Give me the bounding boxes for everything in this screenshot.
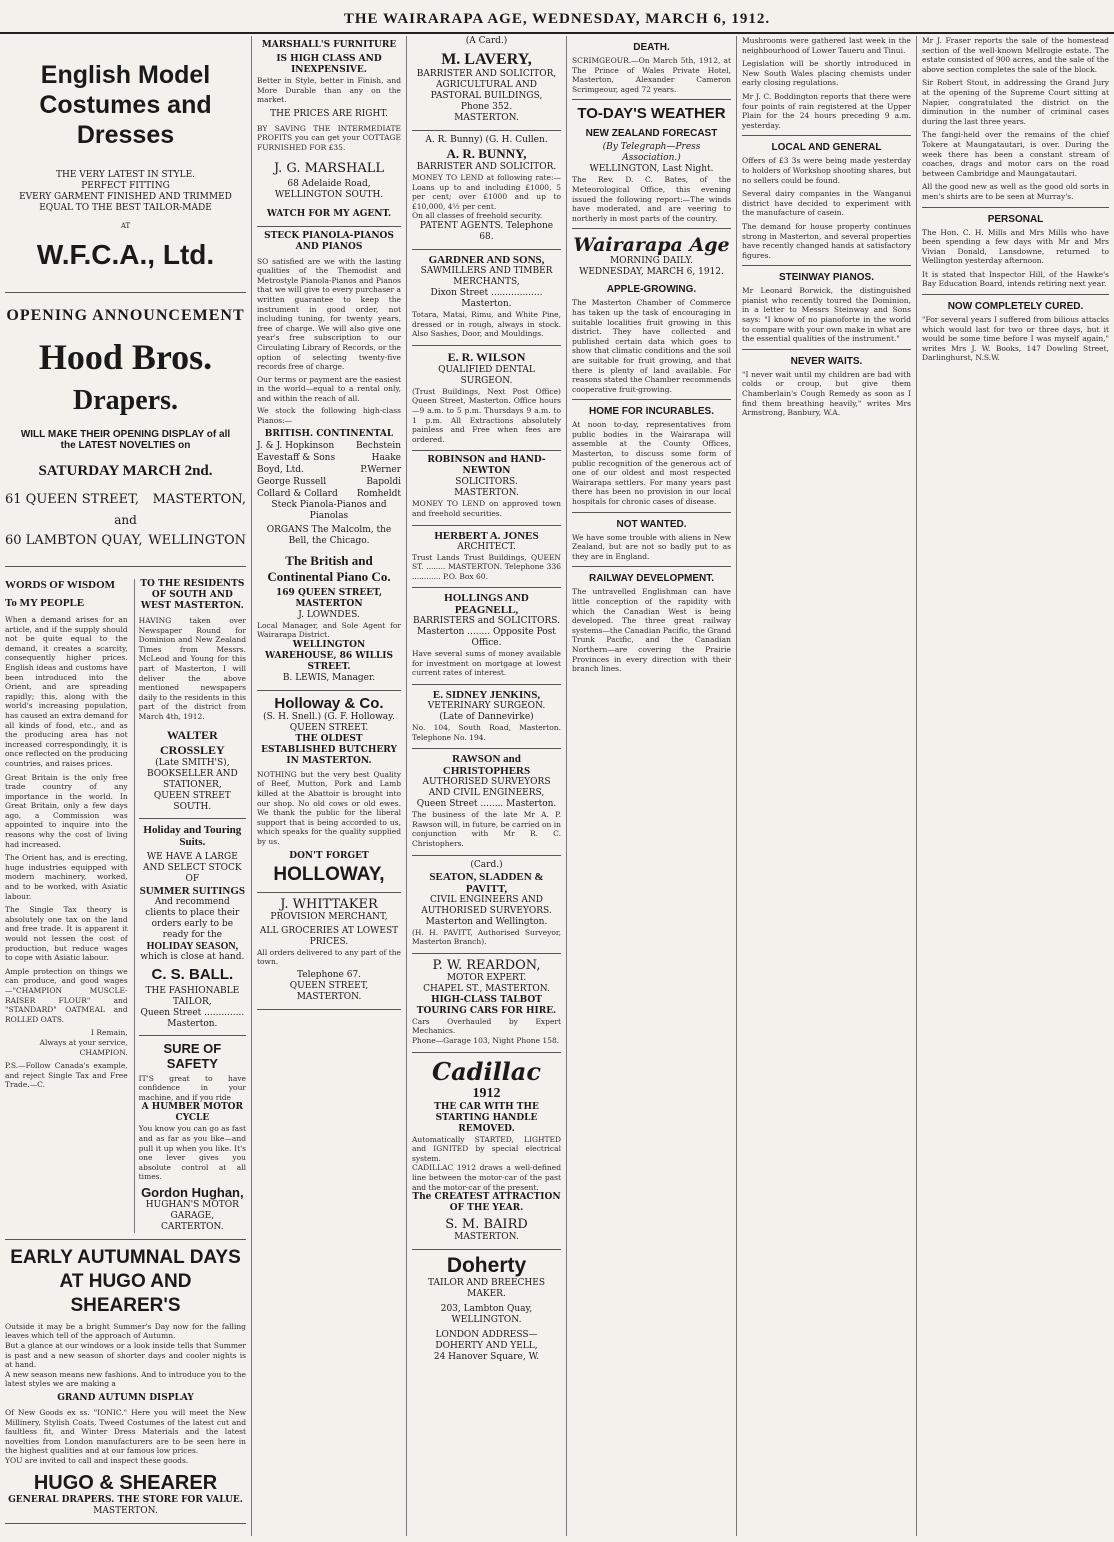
holloway-name: Holloway & Co. bbox=[274, 694, 384, 712]
steck-advert bbox=[257, 227, 401, 691]
jones-name: HERBERT A. JONES bbox=[434, 529, 539, 542]
wfca-line-4: EQUAL TO THE BEST TAILOR-MADE bbox=[39, 203, 212, 213]
news-c6-p3: The fangi-held over the remains of the chief Tokere at Maungatautari, is over. During the week there has been a constant stream of coaches, drags and motor cars on the road between Cambridge and Maungatautari. bbox=[922, 130, 1109, 178]
marshall-line-1: IS HIGH CLASS AND INEXPENSIVE. bbox=[276, 54, 382, 75]
cadillac-line-2: Automatically STARTED, LIGHTED and IGNITED by special electrical system. bbox=[412, 1134, 561, 1163]
personal-heading: PERSONAL bbox=[987, 213, 1044, 225]
cadillac-year-2: The CREATEST ATTRACTION OF THE YEAR. bbox=[412, 1192, 561, 1214]
wisdom-advert bbox=[5, 567, 246, 1240]
wanted-body: We have some trouble with aliens in New Zealand, but are not so badly put to as they are in England. bbox=[572, 532, 731, 561]
reardon-body: Cars Overhauled by Expert Mechanics. bbox=[412, 1016, 561, 1036]
robinson-money: MONEY TO LEND on approved town and freehold securities. bbox=[412, 499, 561, 518]
wisdom-p4: The Single Tax theory is absolutely one tax on the land and free trade. It is apparent it would not lessen the cost of production, but reduce wages to cope with Asiatic labour. bbox=[5, 905, 128, 963]
local-body-2: Several dairy companies in the Wanganui district have decided to experiment with the manufacture of casein. bbox=[742, 189, 911, 218]
steck-stock: We stock the following high-class Pianos:— bbox=[257, 406, 401, 426]
cured-body: "For several years I suffered from bilious attacks which would last for two or three days, but it would be some time before I was myself again," writes Mrs J. W. Books, 147 Dowling Street, Darlinghurst, N.S.W. bbox=[922, 315, 1109, 363]
wilson-line: QUALIFIED DENTAL SURGEON. bbox=[438, 364, 535, 386]
holloway-street: QUEEN STREET. bbox=[289, 722, 369, 733]
reardon-advert bbox=[412, 954, 561, 1053]
whittaker-body: ALL GROCERIES AT LOWEST PRICES. bbox=[259, 925, 399, 947]
wisdom-p3: The Orient has, and is erecting, huge industries equipped with modern machinery, worked, and to be worked, with Asiatic labour. bbox=[5, 853, 128, 901]
doherty-name: Doherty bbox=[446, 1254, 527, 1278]
safety-title: SURE OF SAFETY bbox=[163, 1040, 222, 1071]
doherty-london: LONDON ADDRESS— bbox=[435, 1330, 538, 1341]
wisdom-p5: Ample protection on things we can produce, and good wages—"CHAMPION MUSCLE-RAISER FLOUR" and "STANDARD" OATMEAL and ROLLED OATS. bbox=[5, 966, 128, 1024]
reardon-line-2: HIGH-CLASS TALBOT TOURING CARS FOR HIRE. bbox=[416, 994, 557, 1016]
cured-heading: NOW COMPLETELY CURED. bbox=[947, 301, 1084, 313]
wisdom-title: WORDS OF WISDOM bbox=[5, 579, 116, 591]
hood-addr1b: MASTERTON, bbox=[152, 492, 246, 507]
never-body: "I never wait until my children are bad with colds or croup, but give them Chamberlain's Cough Remedy as soon as I find them breathing heavily," writes Mrs Armstrong, Banbury, W.A. bbox=[742, 369, 911, 418]
hugo-advert bbox=[5, 1240, 246, 1524]
marshall-name: J. G. MARSHALL bbox=[273, 160, 385, 176]
hugo-p2: But a glance at our windows or a look inside tells that Summer is past and a new season of shorter days and cooler nights is at hand. bbox=[5, 1341, 246, 1370]
steck-address: 169 QUEEN STREET, MASTERTON bbox=[276, 587, 382, 609]
hood-name: Hood Bros. bbox=[38, 337, 213, 377]
wilson-name: E. R. WILSON bbox=[447, 349, 526, 364]
robinson-advert bbox=[412, 451, 561, 525]
reardon-line: MOTOR EXPERT. bbox=[446, 972, 527, 983]
gardner-advert bbox=[412, 250, 561, 346]
wfca-line-1: THE VERY LATEST IN STYLE. bbox=[55, 170, 196, 180]
whittaker-body-2: All orders delivered to any part of the town. bbox=[257, 947, 401, 967]
wfca-advert bbox=[5, 36, 246, 293]
steck-organs: ORGANS The Malcolm, the Bell, the Chicago. bbox=[266, 524, 392, 546]
hood-and: and bbox=[114, 513, 137, 527]
bunny-advert bbox=[412, 131, 561, 250]
jenkins-advert bbox=[412, 685, 561, 749]
wisdom-sign-2: Always at your service, bbox=[39, 1037, 128, 1047]
safety-body-2: You know you can go as fast and as far as you like—and pull it up when you like. It's one lever gives you absolute control at all times. bbox=[138, 1124, 246, 1182]
doherty-london-3: 24 Hanover Square, W. bbox=[433, 1352, 540, 1363]
column-1 bbox=[0, 36, 252, 1536]
wfca-line-3: EVERY GARMENT FINISHED AND TRIMMED bbox=[19, 192, 232, 202]
british-maker: Eavestaff & Sons bbox=[257, 452, 336, 463]
railway-heading: RAILWAY DEVELOPMENT. bbox=[588, 573, 715, 585]
steck-steck: Steck Pianola-Pianos and Pianolas bbox=[271, 499, 387, 521]
weather-heading: TO-DAY'S WEATHER bbox=[577, 105, 726, 123]
apple-body: The Masterton Chamber of Commerce has taken up the task of encouraging in suitable localities fruit growing in this district. They have collected and published certain data which goes to show that climatic conditions and the soil are suitable for fruit growing, and that there is plenty of land available. For reasons stated the Chamber recommends cooperative fruit-growing. bbox=[572, 298, 731, 394]
gardner-body: Totara, Matai, Rimu, and White Pine, dressed or in rough, always in stock. Also Sashes, Door, and Mouldings. bbox=[412, 309, 561, 339]
steck-warehouse: WELLINGTON WAREHOUSE, 86 WILLIS STREET. bbox=[264, 639, 393, 672]
bunny-name: A. R. BUNNY, bbox=[446, 146, 527, 161]
continental-maker: Haake bbox=[371, 452, 401, 463]
piano-makers-list bbox=[257, 440, 401, 500]
wfca-title-3: Dresses bbox=[76, 121, 175, 149]
robinson-town: MASTERTON. bbox=[454, 488, 519, 499]
gardner-addr: Dixon Street .................. Masterton. bbox=[430, 287, 543, 309]
hood-addr1a: 61 QUEEN STREET, bbox=[5, 492, 140, 507]
suits-stock: WE HAVE A LARGE AND SELECT STOCK OF bbox=[143, 851, 242, 884]
weather-dateline: WELLINGTON, Last Night. bbox=[589, 164, 714, 175]
marshall-prices: THE PRICES ARE RIGHT. bbox=[270, 108, 388, 119]
forecast-heading: NEW ZEALAND FORECAST bbox=[585, 128, 718, 140]
crossley-name: WALTER CROSSLEY bbox=[159, 727, 225, 757]
steck-company: The British and Continental Piano Co. bbox=[267, 552, 391, 584]
marshall-addr: 68 Adelaide Road, bbox=[287, 178, 371, 189]
cadillac-year: 1912 bbox=[472, 1085, 501, 1101]
holloway-advert bbox=[257, 691, 401, 893]
column-3 bbox=[407, 36, 567, 1536]
continental-maker: P.Werner bbox=[360, 464, 401, 475]
continental-maker: Bechstein bbox=[355, 440, 401, 451]
wilson-body: (Trust Buildings, Next Post Office) Queen Street, Masterton. Office hours—9 a.m. to 5 p.m. Thursdays 9 a.m. to 1 p.m. All Extractions absolutely painless and Free when fees are ordered. bbox=[412, 386, 561, 444]
incurables-heading: HOME FOR INCURABLES. bbox=[589, 406, 714, 418]
whittaker-advert bbox=[257, 893, 401, 1010]
hood-line-1: WILL MAKE THEIR OPENING DISPLAY of all bbox=[20, 429, 231, 440]
hood-addr2a: 60 LAMBTON QUAY, bbox=[5, 533, 143, 548]
hollings-addr: Masterton ........ Opposite Post Office. bbox=[417, 627, 556, 649]
jenkins-addr: No. 104, South Road, Masterton. Telephone No. 194. bbox=[412, 723, 561, 742]
paper-daily: MORNING DAILY. bbox=[609, 256, 694, 267]
death-heading: DEATH. bbox=[633, 42, 670, 53]
news-p1: Mushrooms were gathered last week in the neighbourhood of Lower Taueru and Tinui. bbox=[742, 36, 911, 55]
wfca-name: W.F.C.A., Ltd. bbox=[36, 239, 215, 270]
bunny-line: BARRISTER AND SOLICITOR. bbox=[416, 162, 557, 172]
column-5 bbox=[737, 36, 917, 1536]
suits-clients: And recommend clients to place their orders early to be ready for the bbox=[145, 896, 240, 940]
personal-body-2: It is stated that Inspector Hill, of the Hawke's Bay Education Board, intends retiring next year. bbox=[922, 269, 1109, 289]
piano-maker-row bbox=[257, 440, 401, 452]
residents-title: TO THE RESIDENTS OF SOUTH AND WEST MASTERTON. bbox=[140, 579, 245, 611]
doherty-line: TAILOR AND BREECHES MAKER. bbox=[427, 1278, 545, 1300]
hollings-name: HOLLINGS AND PEAGNELL, bbox=[444, 592, 529, 617]
reardon-phone: Phone—Garage 103, Night Phone 158. bbox=[412, 1036, 560, 1045]
wfca-line-2: PERFECT FITTING bbox=[81, 181, 170, 191]
hollings-advert bbox=[412, 588, 561, 685]
hollings-line: BARRISTERS and SOLICITORS. bbox=[413, 616, 560, 627]
hugo-p1: Outside it may be a bright Summer's Day now for the falling leaves which tell of the approach of Autumn. bbox=[5, 1321, 246, 1341]
seaton-body: (H. H. PAVITT, Authorised Surveyor, Masterton Branch). bbox=[412, 927, 561, 947]
jones-advert bbox=[412, 526, 561, 589]
hollings-body: Have several sums of money available for investment on mortgage at lowest current rates of interest. bbox=[412, 649, 561, 678]
jenkins-line: VETERINARY SURGEON. bbox=[427, 701, 546, 712]
hood-advert bbox=[5, 293, 246, 567]
rawson-name: RAWSON and CHRISTOPHERS bbox=[442, 753, 531, 778]
suits-hand: which is close at hand. bbox=[140, 951, 245, 962]
hugo-title-2: AT HUGO AND SHEARER'S bbox=[59, 1270, 192, 1316]
seaton-name: SEATON, SLADDEN & PAVITT, bbox=[429, 870, 544, 895]
rawson-addr: Queen Street ........ Masterton. bbox=[416, 799, 557, 810]
hugo-p4: Of New Goods ex ss. "IONIC." Here you will meet the New Millinery, Stylish Coats, Tweed Costumes of the latest cut and faultless fit, and Winter Dress Materials and the latest novelties from London manufacturers are to be seen here in the highest qualities and at our famous low prices. bbox=[5, 1408, 246, 1456]
lavery-line-2: AGRICULTURAL AND PASTORAL BUILDINGS, bbox=[430, 80, 543, 101]
steck-terms: Our terms or payment are the easiest in the world—equal to a rental only, and within the reach of all. bbox=[257, 374, 401, 403]
holloway-big: HOLLOWAY, bbox=[273, 863, 385, 885]
cadillac-brand: Cadillac bbox=[432, 1056, 541, 1086]
column-4 bbox=[567, 36, 737, 1536]
cadillac-line: THE CAR WITH THE STARTING HANDLE REMOVED. bbox=[434, 1101, 539, 1134]
rawson-line: AUTHORISED SURVEYORS AND CIVIL ENGINEERS, bbox=[422, 777, 551, 799]
steinway-body: Mr Leonard Borwick, the distinguished pianist who recently toured the Dominion, in a letter to Messrs Steinway and Sons says: "I know of no pianoforte in the world to compare with your own make in what are the essential qualities of the instrument." bbox=[742, 286, 911, 344]
wisdom-sign-1: I Remain, bbox=[91, 1028, 128, 1038]
continental-maker: Romheldt bbox=[356, 488, 401, 499]
jenkins-late: (Late of Dannevirke) bbox=[439, 712, 534, 723]
wisdom-salutation: To MY PEOPLE bbox=[5, 597, 85, 609]
weather-telegraph: (By Telegraph—Press Association.) bbox=[602, 142, 701, 164]
piano-maker-row bbox=[257, 488, 401, 500]
steinway-heading: STEINWAY PIANOS. bbox=[778, 272, 875, 284]
safety-body: IT'S great to have confidence in your machine, and if you ride bbox=[138, 1073, 246, 1102]
bunny-funds: On all classes of freehold security. bbox=[412, 211, 543, 221]
gardner-name: GARDNER AND SONS, bbox=[428, 253, 545, 266]
piano-maker-row bbox=[257, 476, 401, 488]
local-body-3: The demand for house property continues strong in Masterton, and several properties have recently changed hands at satisfactory figures. bbox=[742, 221, 911, 260]
hugo-tag: GENERAL DRAPERS. THE STORE FOR VALUE. bbox=[8, 1494, 243, 1505]
local-body-1: Offers of £3 3s were being made yesterday to holders of Workshop shooting shares, but no sellers could be found. bbox=[742, 156, 911, 185]
steck-body: SO satisfied are we with the lasting qualities of the Themodist and Metrostyle Pianola-Pianos and Pianos that we will give to every purchaser a written guarantee to keep the instrument in good order, not including tuning, for twenty years, free of charge. We will also give one year's free subscription to our Circulating Library of Records, or the option of selecting twenty-five records free of charge. bbox=[257, 256, 401, 372]
column-6 bbox=[917, 36, 1114, 1536]
british-maker: Collard & Collard bbox=[257, 488, 338, 499]
news-p2: Legislation will be shortly introduced in New South Wales placing chemists under early closing regulations. bbox=[742, 59, 911, 88]
hugo-p5: YOU are invited to call and inspect these goods. bbox=[5, 1456, 189, 1465]
wisdom-p2: Great Britain is the only free trade country of any importance in the world. In Great Britain, only a few days ago, a Commission was appointed to inquire into the reasons why the cost of living had increased. bbox=[5, 772, 128, 849]
column-2 bbox=[252, 36, 407, 1536]
wisdom-ps: P.S.—Follow Canada's example, and reject Single Tax and Free Trade.—C. bbox=[5, 1061, 128, 1090]
rawson-body: The business of the late Mr A. P. Rawson will, in future, be carried on in conjunction with Mr R. C. Christophers. bbox=[412, 810, 561, 849]
cadillac-dealer: S. M. BAIRD bbox=[445, 1217, 528, 1233]
marshall-line-2: Better in Style, better in Finish, and More Durable than any on the market. bbox=[257, 76, 401, 105]
jones-body: Trust Lands Trust Buildings, QUEEN ST. ........ MASTERTON. Telephone 336 ............ P.O. Box 60. bbox=[412, 552, 561, 581]
seaton-line: CIVIL ENGINEERS AND AUTHORISED SURVEYORS. bbox=[421, 894, 552, 916]
holloway-body: NOTHING but the very best Quality of Beef, Mutton, Pork and Lamb killed at the Abattoir is brought into our shop. No old cows or old ewes. We thank the public for the liberal support that is being accorded to us, which speaks for the quality supplied by us. bbox=[257, 769, 401, 846]
personal-body-1: The Hon. C. H. Mills and Mrs Mills who have been spending a few days with Mr and Mrs Vivian Donald, Lansdowne, returned to Wellington yesterday afternoon. bbox=[922, 227, 1109, 266]
seaton-card: (Card.) bbox=[470, 859, 503, 870]
hugo-p3: A new season means new fashions. And to introduce you to the latest styles we are making a bbox=[5, 1369, 246, 1389]
cadillac-body: CADILLAC 1912 draws a well-defined line between the motor-car of the past and the motor-car of the present. bbox=[412, 1163, 561, 1192]
news-c6-p1: Mr J. Fraser reports the sale of the homestead section of the well-known Mellrogie estate. The estate consisted of 900 acres, and the sale of the above section completes the sale of the block. bbox=[922, 36, 1109, 74]
steck-title: STECK PIANOLA-PIANOS AND PIANOS bbox=[264, 230, 394, 252]
bunny-names: A. R. Bunny) (G. H. Cullen. bbox=[425, 135, 548, 145]
rawson-advert bbox=[412, 749, 561, 855]
hughan-name: Gordon Hughan, bbox=[141, 1184, 244, 1200]
holloway-line: THE OLDEST ESTABLISHED BUTCHERY IN MASTERTON. bbox=[261, 733, 397, 766]
marshall-town: WELLINGTON SOUTH. bbox=[274, 189, 384, 200]
holloway-dont: DON'T FORGET bbox=[289, 850, 369, 861]
reardon-name: P. W. REARDON, bbox=[432, 957, 541, 973]
british-maker: Boyd, Ltd. bbox=[257, 464, 304, 475]
reardon-addr: CHAPEL ST., MASTERTON. bbox=[423, 983, 550, 994]
wfca-at: AT bbox=[120, 222, 131, 230]
news-c6-p4: All the good new as well as the good old sorts in men's shirts are to be seen at Murray's. bbox=[922, 182, 1109, 201]
crossley-street: QUEEN STREET SOUTH. bbox=[153, 790, 231, 812]
ball-name: C. S. BALL. bbox=[151, 965, 234, 983]
wfca-title-2: Costumes and bbox=[39, 91, 212, 119]
robinson-name: ROBINSON and HAND-NEWTON bbox=[427, 455, 546, 477]
suits-title: Holiday and Touring Suits. bbox=[143, 823, 242, 848]
masthead: THE WAIRARAPA AGE, WEDNESDAY, MARCH 6, 1912. bbox=[0, 6, 1114, 34]
hood-line-2: the LATEST NOVELTIES on bbox=[60, 440, 191, 451]
marshall-line-3: BY SAVING THE INTERMEDIATE PROFITS you can get your COTTAGE FURNISHED FOR £35. bbox=[257, 123, 401, 152]
suits-holiday: HOLIDAY SEASON, bbox=[146, 940, 239, 952]
wisdom-text bbox=[5, 579, 128, 1233]
crossley-trade: BOOKSELLER AND STATIONER, bbox=[146, 768, 238, 790]
hugo-title-1: EARLY AUTUMNAL DAYS bbox=[10, 1246, 241, 1268]
whittaker-line: PROVISION MERCHANT, bbox=[270, 911, 388, 922]
lavery-advert bbox=[412, 47, 561, 131]
lavery-line: BARRISTER AND SOLICITOR, bbox=[416, 69, 557, 79]
whittaker-addr: QUEEN STREET, MASTERTON. bbox=[289, 980, 369, 1002]
jenkins-name: E. SIDNEY JENKINS, bbox=[432, 689, 541, 702]
hugo-name: HUGO & SHEARER bbox=[33, 1471, 218, 1494]
gardner-line: SAWMILLERS AND TIMBER MERCHANTS, bbox=[420, 265, 553, 287]
hughan-town: CARTERTON. bbox=[160, 1221, 224, 1232]
wfca-title-1: English Model bbox=[40, 61, 211, 89]
hugo-town: MASTERTON. bbox=[93, 1505, 158, 1516]
robinson-line: SOLICITORS. bbox=[455, 477, 518, 488]
news-p3: Mr J. C. Boddington reports that there were four points of rain registered at the Upper Plain for the 24 hours preceding 9 a.m. yesterday. bbox=[742, 91, 911, 130]
steck-lewis: B. LEWIS, Manager. bbox=[282, 672, 376, 683]
news-c6-p2: Sir Robert Stout, in addressing the Grand Jury at the opening of the Supreme Court sitting at Napier, congratulated the district on the diminution in the number of criminal cases during the last three years. bbox=[922, 78, 1109, 126]
wisdom-p1: When a demand arises for an article, and if the supply should not be quite equal to the demand, it creates a scarcity, consequently higher prices. English ideas and customs have been introduced into the Orient, and are spreading rapidly; this, along with the world's increasing population, has caused an extra demand for all kinds of food, etc., and as the producing area has not increased correspondingly, it is once reflected on the producing countries, and raises prices. bbox=[5, 615, 128, 768]
doherty-london-2: DOHERTY AND YELL, bbox=[435, 1341, 538, 1352]
doherty-town: WELLINGTON. bbox=[451, 1315, 522, 1326]
never-heading: NEVER WAITS. bbox=[790, 355, 863, 367]
crossley-advert bbox=[134, 579, 246, 1233]
lavery-town: MASTERTON. bbox=[454, 113, 519, 123]
wanted-heading: NOT WANTED. bbox=[616, 518, 687, 530]
lavery-name: M. LAVERY, bbox=[441, 51, 532, 68]
seaton-addr: Masterton and Wellington. bbox=[425, 916, 548, 927]
marshall-title: MARSHALL'S FURNITURE bbox=[261, 40, 397, 50]
piano-maker-row bbox=[257, 452, 401, 464]
weather-body: The Rev. D. C. Bates, of the Meteorological Office, this evening issued the following report:—The winds have moderated, and are veering to northerly in most parts of the country. bbox=[572, 175, 731, 223]
bunny-patent: PATENT AGENTS. Telephone 68. bbox=[419, 220, 554, 242]
marshall-advert bbox=[257, 36, 401, 227]
marshall-agent: WATCH FOR MY AGENT. bbox=[266, 208, 392, 219]
incurables-body: At noon to-day, representatives from public bodies in the Wairarapa will assemble at the County Offices, Masterton, to discuss some form of public recognition of the generous act of one of our oldest and most respected Wairarapa settlers. For many years past there has been no provision in our local hospitals for chronic cases of disease. bbox=[572, 420, 731, 507]
card-label: (A Card.) bbox=[465, 36, 508, 46]
hood-opening: OPENING ANNOUNCEMENT bbox=[6, 307, 245, 324]
british-maker: George Russell bbox=[257, 476, 327, 487]
local-heading: LOCAL AND GENERAL bbox=[771, 142, 882, 154]
ball-tailor: THE FASHIONABLE TAILOR, bbox=[145, 985, 240, 1007]
railway-body: The untravelled Englishman can have little conception of the rapidity with which the Canadian West is being developed. The three great railway systems—the Canadian Pacific, the Grand Trunk Pacific, and the Canadian Northern—are covering the Prairie Provinces in every direction with their branch lines. bbox=[572, 587, 732, 674]
continental-maker: Bapoldi bbox=[366, 476, 401, 487]
hughan-garage: HUGHAN'S MOTOR GARAGE, bbox=[145, 1199, 239, 1221]
wilson-advert bbox=[412, 346, 561, 452]
paper-name: Wairarapa Age bbox=[573, 234, 730, 257]
whittaker-name: J. WHITTAKER bbox=[280, 896, 378, 912]
jones-line: ARCHITECT. bbox=[457, 541, 516, 552]
apple-heading: APPLE-GROWING. bbox=[606, 284, 697, 296]
british-maker: J. & J. Hopkinson bbox=[257, 440, 335, 451]
hugo-display: GRAND AUTUMN DISPLAY bbox=[57, 1393, 194, 1404]
residents-body: HAVING taken over Newspaper Round for Dominion and New Zealand Times from Messrs. McLeod and Young for this part of Masterton, I will deliver the above mentioned newspapers daily to the residents in this part of the district from March 4th, 1912. bbox=[138, 616, 246, 721]
steck-british: BRITISH. CONTINENTAL bbox=[264, 428, 394, 439]
steck-manager: J. LOWNDES. bbox=[298, 609, 360, 620]
death-notice: SCRIMGEOUR.—On March 5th, 1912, at The Prince of Wales Private Hotel, Masterton, Alexander Cameron Scrimgeour, aged 72 years. bbox=[572, 56, 731, 94]
steck-manager-line: Local Manager, and Sole Agent for Wairarapa District. bbox=[257, 620, 401, 640]
hood-addr2b: WELLINGTON bbox=[148, 533, 246, 548]
whittaker-phone: Telephone 67. bbox=[296, 969, 362, 980]
cadillac-advert bbox=[412, 1053, 561, 1251]
holloway-names: (S. H. Snell.) (G. F. Holloway. bbox=[263, 711, 395, 722]
paper-date: WEDNESDAY, MARCH 6, 1912. bbox=[579, 267, 724, 278]
piano-maker-row bbox=[257, 464, 401, 476]
cadillac-town: MASTERTON. bbox=[454, 1232, 519, 1243]
seaton-advert bbox=[412, 856, 561, 954]
lavery-phone: Phone 352. bbox=[460, 102, 513, 112]
ball-address: Queen Street .............. Masterton. bbox=[140, 1007, 245, 1029]
hood-date: SATURDAY MARCH 2nd. bbox=[38, 463, 213, 479]
hood-trade: Drapers. bbox=[73, 385, 178, 416]
hood-address-2 bbox=[5, 533, 246, 548]
doherty-addr: 203, Lambton Quay, bbox=[440, 1304, 533, 1315]
hood-address-1 bbox=[5, 492, 246, 507]
doherty-advert bbox=[412, 1250, 561, 1369]
wisdom-sign-3: CHAMPION. bbox=[79, 1047, 128, 1057]
bunny-money: MONEY TO LEND at following rate:—Loans up to and including £1000, 5 per cent; over £1000 and up to £10,000, 4½ per cent. bbox=[412, 173, 561, 211]
crossley-late: (Late SMITH'S), bbox=[155, 757, 230, 768]
suits-summer: SUMMER SUITINGS bbox=[139, 884, 246, 897]
safety-cycle: A HUMBER MOTOR CYCLE bbox=[141, 1102, 243, 1124]
